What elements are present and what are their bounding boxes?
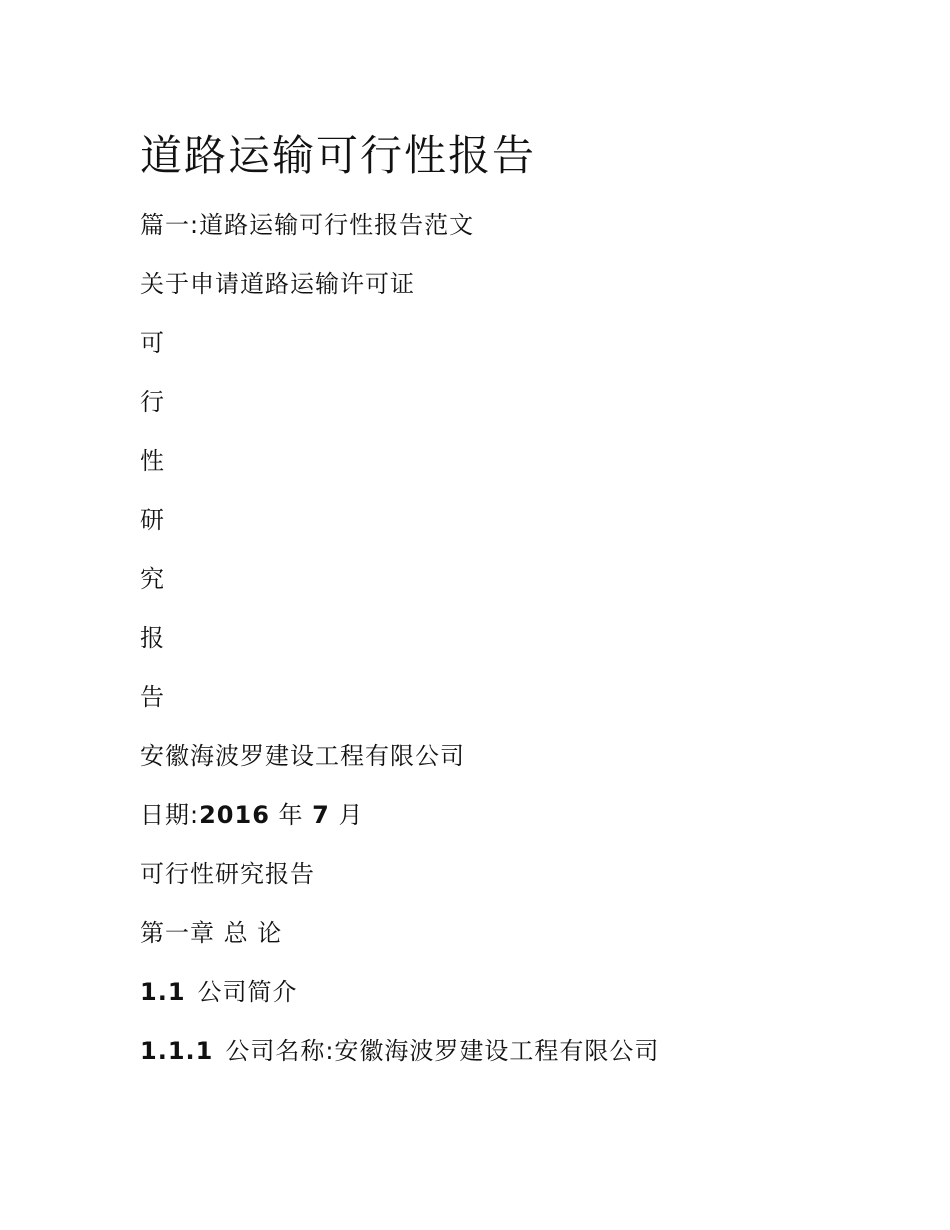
chapter-heading: 第一章 总 论 bbox=[140, 919, 283, 947]
date-year-unit: 年 bbox=[278, 801, 304, 829]
company-name: 安徽海波罗建设工程有限公司 bbox=[140, 742, 465, 770]
section-1-1-1-heading bbox=[140, 1036, 659, 1066]
date-line bbox=[140, 800, 364, 830]
vertical-title-char: 究 bbox=[140, 565, 165, 593]
section-1-1-heading bbox=[140, 977, 298, 1007]
vertical-title-char: 研 bbox=[140, 506, 165, 534]
document-title: 道路运输可行性报告 bbox=[140, 131, 537, 180]
date-label: 日期: bbox=[140, 801, 200, 829]
section-heading: 篇一:道路运输可行性报告范文 bbox=[140, 211, 475, 239]
section-number: 1.1.1 bbox=[140, 1037, 214, 1065]
date-year: 2016 bbox=[199, 801, 270, 829]
section-number: 1.1 bbox=[140, 978, 186, 1006]
report-name: 可行性研究报告 bbox=[140, 860, 315, 888]
vertical-title-char: 行 bbox=[140, 388, 165, 416]
date-month-unit: 月 bbox=[338, 801, 364, 829]
section-title: 公司名称:安徽海波罗建设工程有限公司 bbox=[225, 1037, 660, 1065]
vertical-title-char: 可 bbox=[140, 329, 165, 357]
subject-line: 关于申请道路运输许可证 bbox=[140, 270, 415, 298]
vertical-title-char: 报 bbox=[140, 624, 165, 652]
vertical-title-char: 性 bbox=[140, 447, 165, 475]
date-month: 7 bbox=[312, 801, 330, 829]
section-title: 公司简介 bbox=[197, 978, 298, 1006]
vertical-title-char: 告 bbox=[140, 683, 165, 711]
